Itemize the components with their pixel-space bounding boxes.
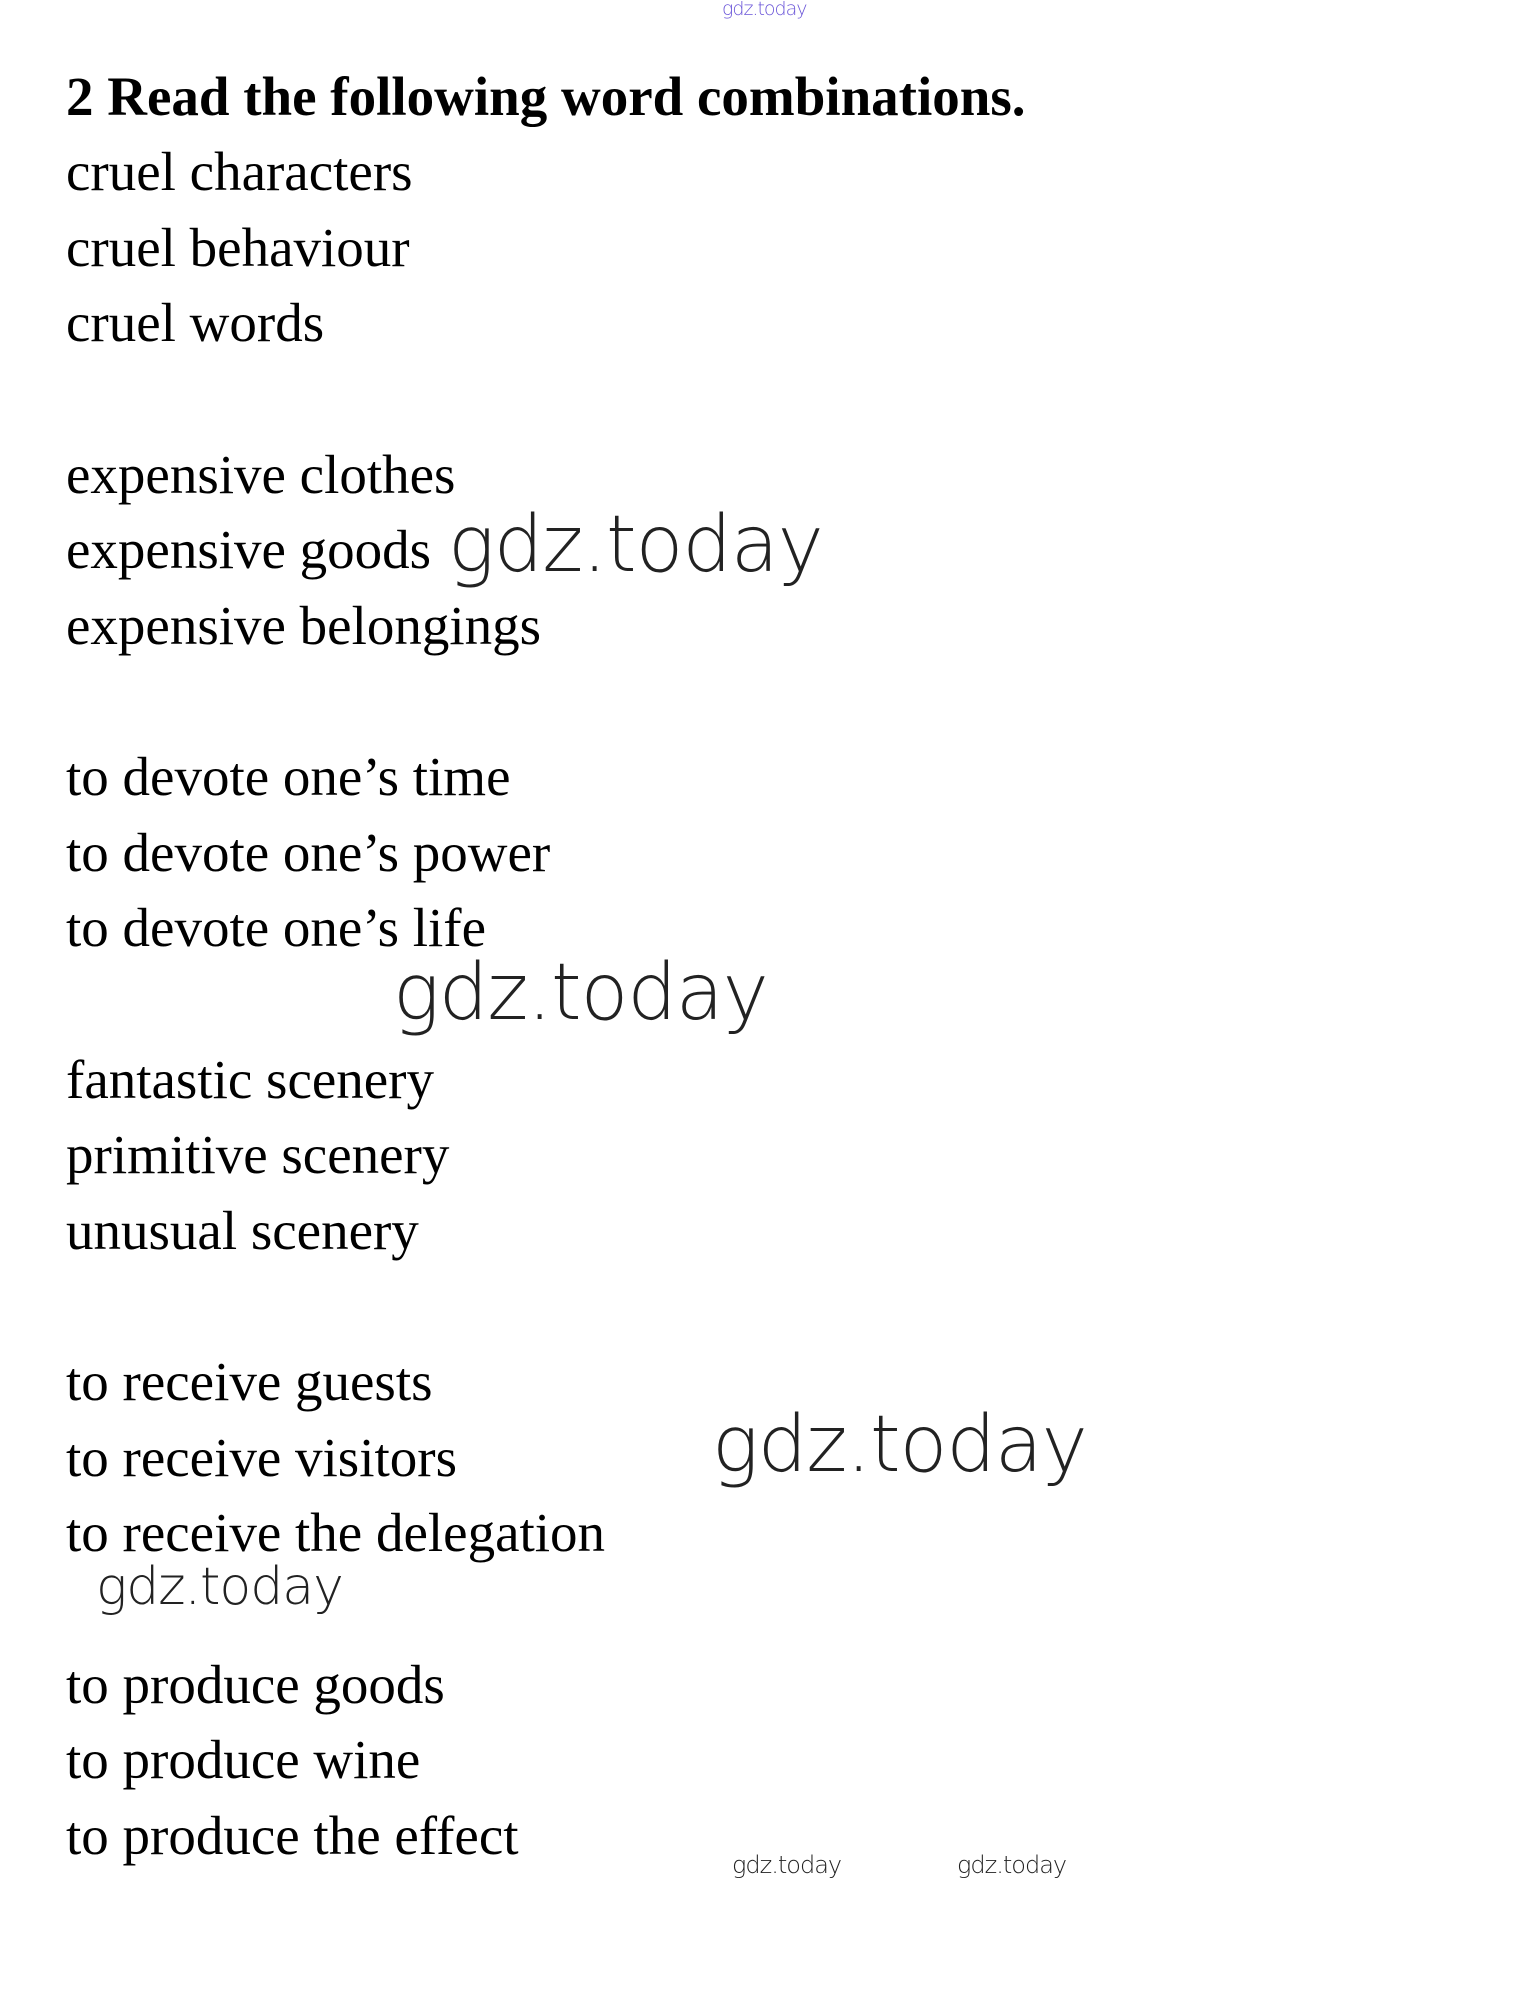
phrase-devote-life: to devote one’s life [66,897,487,958]
phrase-cruel-characters: cruel characters [66,141,413,202]
phrase-expensive-clothes: expensive clothes [66,444,456,505]
phrase-produce-wine: to produce wine [66,1729,421,1790]
phrase-receive-guests: to receive guests [66,1351,433,1412]
watermark-large-1: gdz.today [448,500,823,590]
watermark-small-2: gdz.today [957,1851,1067,1879]
watermark-top: gdz.today [722,0,807,20]
phrase-produce-effect: to produce the effect [66,1805,519,1866]
exercise-heading: 2 Read the following word combinations. [66,66,1026,127]
watermark-medium: gdz.today [96,1557,343,1617]
watermark-small-1: gdz.today [732,1851,842,1879]
watermark-large-2: gdz.today [393,948,768,1038]
phrase-receive-visitors: to receive visitors [66,1427,457,1488]
phrase-produce-goods: to produce goods [66,1654,445,1715]
phrase-fantastic-scenery: fantastic scenery [66,1049,435,1110]
phrase-devote-power: to devote one’s power [66,822,551,883]
phrase-expensive-belongings: expensive belongings [66,595,542,656]
phrase-receive-delegation: to receive the delegation [66,1502,606,1563]
phrase-cruel-behaviour: cruel behaviour [66,217,410,278]
phrase-unusual-scenery: unusual scenery [66,1200,419,1261]
phrase-primitive-scenery: primitive scenery [66,1124,450,1185]
watermark-large-3: gdz.today [712,1400,1087,1490]
phrase-cruel-words: cruel words [66,292,325,353]
phrase-expensive-goods: expensive goods [66,519,432,580]
phrase-devote-time: to devote one’s time [66,746,511,807]
